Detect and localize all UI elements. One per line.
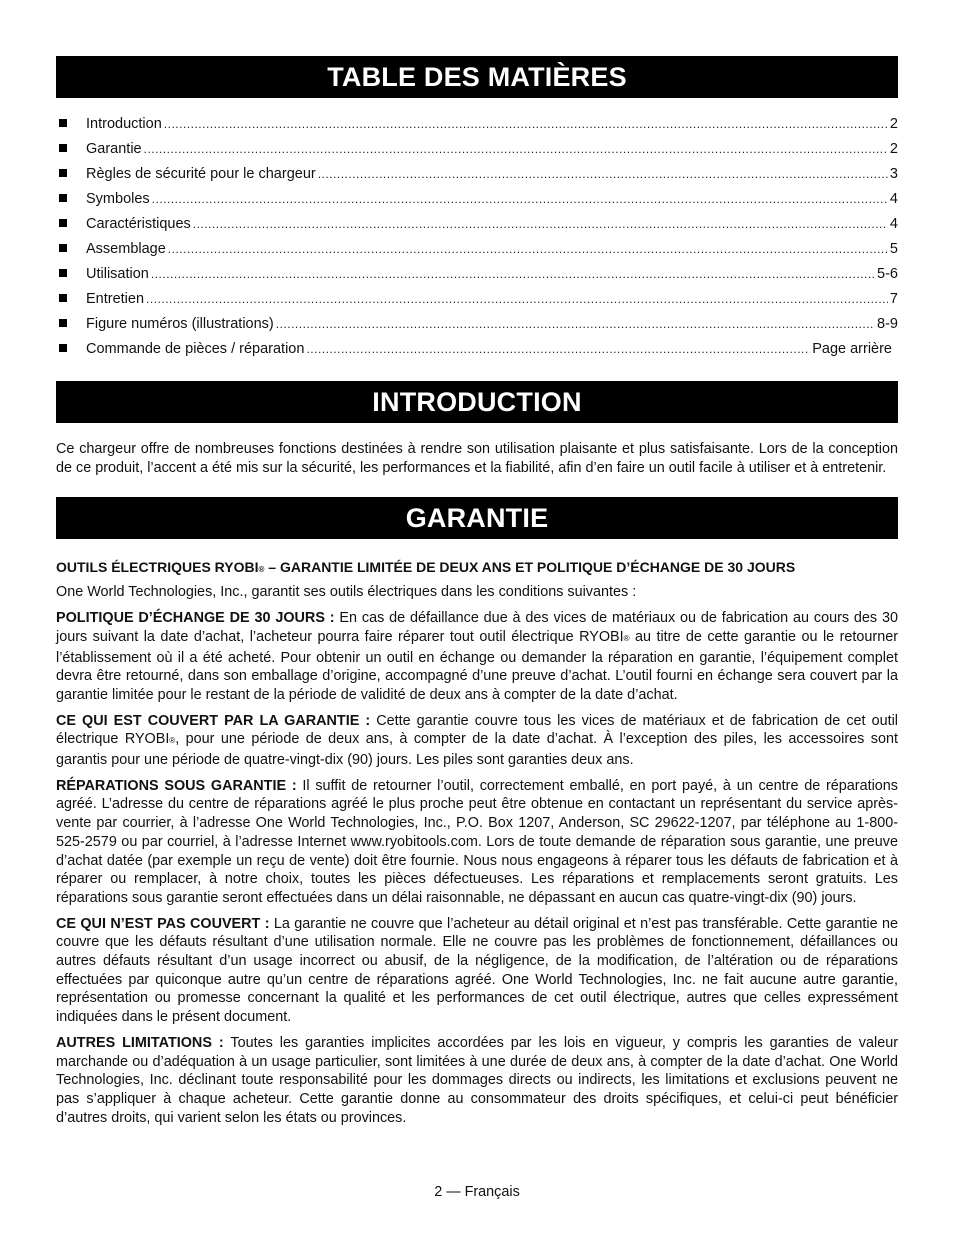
toc-item-page: 2 xyxy=(889,141,898,157)
toc-dot-leader xyxy=(318,167,888,181)
toc-item-page: 3 xyxy=(889,166,898,182)
toc-dot-leader xyxy=(146,292,888,306)
square-bullet-icon xyxy=(59,294,67,302)
registered-mark: ® xyxy=(623,633,630,643)
toc-item xyxy=(56,166,898,191)
toc-item-label: Caractéristiques xyxy=(86,216,191,232)
toc-dot-leader xyxy=(164,117,888,131)
toc-item-label: Figure numéros (illustrations) xyxy=(86,316,274,332)
toc-dot-leader xyxy=(152,192,888,206)
couvert-text-b: , pour une période de deux ans, à compter de la date d’achat. À l’exception des piles, les accessoires sont garantis pour une période de quatre-vingt-dix (90) jours. Les piles sont garanties deux ans. xyxy=(56,731,898,769)
toc-dot-leader xyxy=(168,242,888,256)
toc-item xyxy=(56,191,898,216)
toc-item-label: Garantie xyxy=(86,141,142,157)
toc-dot-leader xyxy=(276,317,875,331)
page-footer: 2 — Français xyxy=(434,1184,520,1200)
toc-item xyxy=(56,141,898,166)
square-bullet-icon xyxy=(59,219,67,227)
square-bullet-icon xyxy=(59,194,67,202)
toc-item xyxy=(56,241,898,266)
non-couvert-text: La garantie ne couvre que l’acheteur au détail original et n’est pas transférable. Cette garantie ne couvre que les défauts résultant d’une utilisation normale. Elle ne couvre pas les problèmes de fonctionnement, défaillances ou autres défauts résultant d’un usage incorrect ou abusif, de la négligence, de la modification, de l’altération ou de réparations effectuées par quiconque autre qu’un centre de réparations agréé. One World Technologies, Inc. ne fait aucune autre garantie, représentation ou promesse concernant la qualité et les performances de cet outil électrique, autres que celles expressément indiquées dans le présent document. xyxy=(56,915,898,1026)
square-bullet-icon xyxy=(59,144,67,152)
toc-item-label: Introduction xyxy=(86,116,162,132)
square-bullet-icon xyxy=(59,119,67,127)
toc-item-label: Entretien xyxy=(86,291,145,307)
couvert-text-a: Cette garantie couvre tous les vices de matériaux et de fabrication de cet outil électrique RYOBI xyxy=(56,712,898,748)
toc-dot-leader xyxy=(144,142,888,156)
square-bullet-icon xyxy=(59,319,67,327)
politique-text-b: au titre de cette garantie ou le retourner l’établissement où il a été acheté. Pour obtenir un outil en échange ou demander la réparation en garantie, l’équipement complet devra être retourné, dans son emballage d’origine, accompagné d’une preuve d’achat. L’outil fourni en échange sera couvert par la garantie limitée pour le restant de la période de validité de deux ans à compter de la date d’achat. xyxy=(56,628,898,703)
toc-dot-leader xyxy=(193,217,888,231)
toc-title: TABLE DES MATIÈRES xyxy=(56,56,898,98)
garantie-heading xyxy=(56,559,898,575)
toc-item xyxy=(56,291,898,316)
toc-item xyxy=(56,216,898,241)
toc-item-page: 5 xyxy=(889,241,898,257)
garantie-title: GARANTIE xyxy=(56,497,898,539)
politique-paragraph xyxy=(56,609,898,705)
toc-item-page: 7 xyxy=(889,291,898,307)
manual-page xyxy=(56,56,898,1134)
square-bullet-icon xyxy=(59,269,67,277)
toc-item-page: 8-9 xyxy=(877,316,898,332)
toc-item xyxy=(56,341,898,366)
toc-list xyxy=(56,116,898,366)
limitations-label: AUTRES LIMITATIONS : xyxy=(56,1034,224,1051)
non-couvert-paragraph xyxy=(56,915,898,1027)
square-bullet-icon xyxy=(59,344,67,352)
toc-item-label: Assemblage xyxy=(86,241,166,257)
reparations-text: Il suffit de retourner l’outil, correctement emballé, en port payé, à un centre de réparations agréé. L’adresse du centre de réparations agréé le plus proche peut être obtenue en contactant un représentant du service après-vente par courrier, à l’adresse One World Technologies, Inc., P.O. Box 1207, Anderson, SC 29622-1207, par téléphone au 1-800-525-2579 ou par courriel, à l’adresse Internet www.ryobitools.com. Lors de toute demande de réparation sous garantie, une preuve d’achat datée (par exemple un reçu de vente) doit être fournie. Nous nous engageons à réparer tous les défauts de fabrication et à réparer ou remplacer, à notre choix, toutes les pièces défectueuses. Les réparations et remplacements seront gratuits. Les réparations sous garantie seront effectuées dans un délai raisonnable, ne dépassant en aucun cas quatre-vingt-dix (90) jours. xyxy=(56,777,898,906)
couvert-paragraph xyxy=(56,712,898,770)
introduction-paragraph: Ce chargeur offre de nombreuses fonctions destinées à rendre son utilisation plaisante et plus satisfaisante. Lors de la conception de ce produit, l’accent a été mis sur la sécurité, les performances et la fiabilité, afin d’en faire un outil facile à utiliser et à entretenir. xyxy=(56,441,898,476)
registered-mark: ® xyxy=(169,736,176,746)
non-couvert-label: CE QUI N’EST PAS COUVERT : xyxy=(56,915,270,932)
limitations-paragraph xyxy=(56,1034,898,1128)
toc-dot-leader xyxy=(151,267,875,281)
garantie-intro: One World Technologies, Inc., garantit ses outils électriques dans les conditions suivantes : xyxy=(56,584,637,601)
toc-item-page: 4 xyxy=(889,216,898,232)
toc-item-label: Commande de pièces / réparation xyxy=(86,341,305,357)
introduction-title: INTRODUCTION xyxy=(56,381,898,423)
toc-item-label: Utilisation xyxy=(86,266,149,282)
toc-item-page: Page arrière xyxy=(812,341,892,357)
square-bullet-icon xyxy=(59,169,67,177)
toc-item-label: Règles de sécurité pour le chargeur xyxy=(86,166,316,182)
toc-item-label: Symboles xyxy=(86,191,150,207)
registered-mark: ® xyxy=(258,565,265,575)
garantie-heading-rest: – GARANTIE LIMITÉE DE DEUX ANS ET POLITIQUE D’ÉCHANGE DE 30 JOURS xyxy=(264,559,796,576)
politique-label: POLITIQUE D’ÉCHANGE DE 30 JOURS : xyxy=(56,610,335,627)
toc-item xyxy=(56,266,898,291)
politique-text-a: En cas de défaillance due à des vices de matériaux ou de fabrication au cours des 30 jours suivant la date d’achat, l’acheteur pourra faire réparer tout outil électrique RYOBI xyxy=(56,610,898,645)
reparations-label: RÉPARATIONS SOUS GARANTIE : xyxy=(56,777,297,794)
reparations-paragraph xyxy=(56,777,898,908)
square-bullet-icon xyxy=(59,244,67,252)
limitations-text: Toutes les garanties implicites accordées par les lois en vigueur, y compris les garanties de valeur marchande ou d’adéquation à un usage particulier, sont limitées à une durée de deux ans, à compter de la date d’achat. One World Technologies, Inc. déclinant toute responsabilité pour les dommages directs ou indirects, les limitations et exclusions peuvent ne pas s’appliquer à chaque acheteur. Cette garantie donne au consommateur des droits spécifiques, et celui-ci peut bénéficier d’autres droits, qui varient selon les états ou provinces. xyxy=(56,1034,898,1126)
toc-item xyxy=(56,316,898,341)
toc-dot-leader xyxy=(306,342,810,356)
toc-item-page: 4 xyxy=(889,191,898,207)
toc-item-page: 2 xyxy=(889,116,898,132)
toc-item xyxy=(56,116,898,141)
garantie-heading-brand: OUTILS ÉLECTRIQUES RYOBI xyxy=(56,559,259,576)
couvert-label: CE QUI EST COUVERT PAR LA GARANTIE : xyxy=(56,712,371,729)
toc-item-page: 5-6 xyxy=(877,266,898,282)
